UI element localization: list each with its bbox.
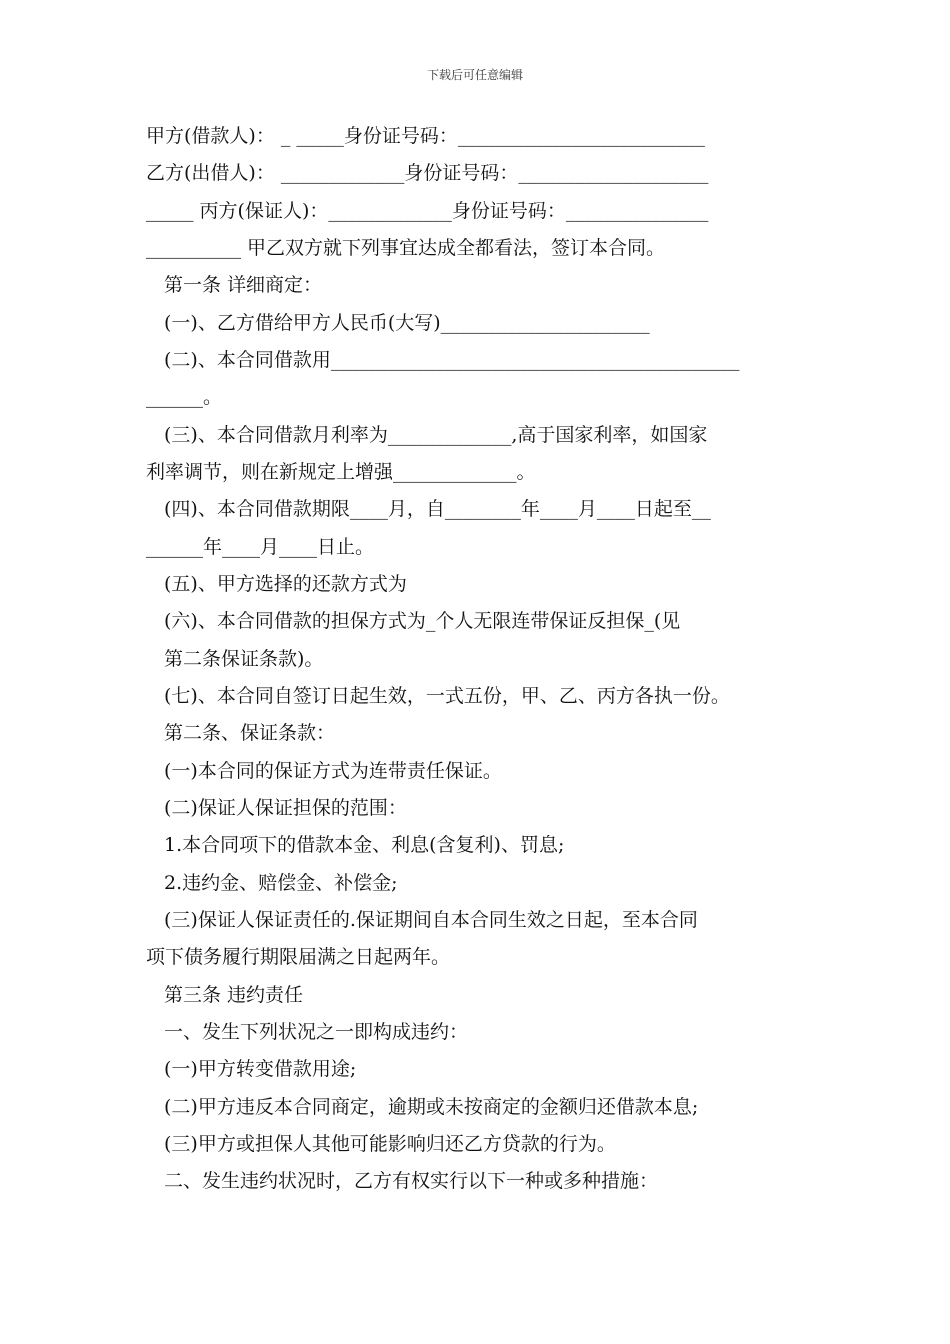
clause-3-1-1: (一)甲方转变借款用途; [164,1058,357,1080]
party-b-line: 乙方(出借人)： _____________身份证号码：____________________ [146,162,709,184]
clause-1-4-cont: ______年____月____日止。 [146,536,375,558]
clause-3-1-2: (二)甲方违反本合同商定，逾期或未按商定的金额归还借款本息; [164,1096,699,1118]
party-c-line: _____ 丙方(保证人)：_____________身份证号码：_______________ [146,200,709,222]
clause-3-1: 一、发生下列状况之一即构成违约： [164,1021,469,1043]
article-2-heading: 第二条、保证条款： [164,722,336,744]
clause-2-2-item-1: 1.本合同项下的借款本金、利息(含复利)、罚息; [164,834,565,856]
clause-1-6-cont: 第二条保证条款)。 [164,648,324,670]
clause-1-2-cont: ______。 [146,386,223,408]
party-a-line: 甲方(借款人)： _ _____身份证号码：__________________________ [146,125,705,147]
clause-1-7: (七)、本合同自签订日起生效，一式五份，甲、乙、丙方各执一份。 [164,685,730,707]
clause-3-1-3: (三)甲方或担保人其他可能影响归还乙方贷款的行为。 [164,1133,616,1155]
clause-2-3-cont: 项下债务履行期限届满之日起两年。 [146,946,451,968]
clause-1-2: (二)、本合同借款用___________________________________________ [164,349,740,371]
clause-3-2: 二、发生违约状况时，乙方有权实行以下一种或多种措施： [164,1170,659,1192]
clause-2-3: (三)保证人保证责任的.保证期间自本合同生效之日起，至本合同 [164,909,698,931]
clause-2-1: (一)本合同的保证方式为连带责任保证。 [164,760,502,782]
clause-1-1: (一)、乙方借给甲方人民币(大写)______________________ [164,312,650,334]
clause-1-6: (六)、本合同借款的担保方式为_个人无限连带保证反担保_(见 [164,610,681,632]
clause-2-2: (二)保证人保证担保的范围： [164,797,407,819]
clause-1-5: (五)、甲方选择的还款方式为 [164,573,407,595]
clause-2-2-item-2: 2.违约金、赔偿金、补偿金; [164,872,398,894]
clause-1-4: (四)、本合同借款期限____月，自________年____月____日起至__ [164,498,711,520]
clause-1-3: (三)、本合同借款月利率为_____________,高于国家利率，如国家 [164,424,708,446]
agreement-intro-line: __________ 甲乙双方就下列事宜达成全都看法，签订本合同。 [146,237,666,259]
article-1-heading: 第一条 详细商定： [164,274,323,296]
clause-1-3-cont: 利率调节，则在新规定上增强_____________。 [146,461,536,483]
article-3-heading: 第三条 违约责任 [164,984,304,1006]
page-header: 下载后可任意编辑 [426,68,523,82]
